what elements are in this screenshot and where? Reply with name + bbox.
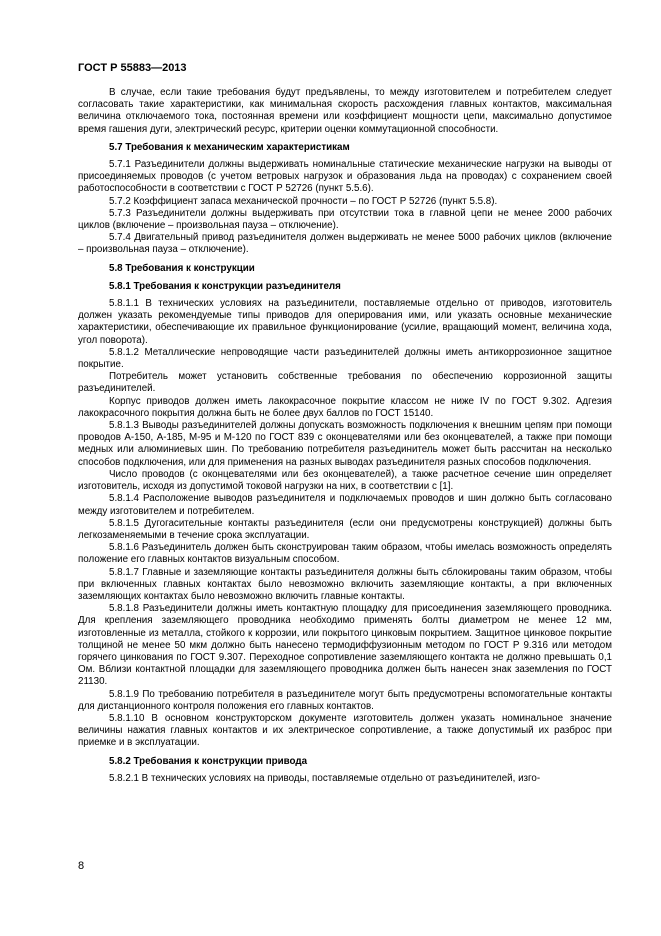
paragraph: Число проводов (с оконцевателями или без оконцевателей), а также расчетное сечение шин определяет изготовитель, исходя из допустимой токовой нагрузки на них, в соответствии с [1]. — [78, 468, 612, 493]
page-number: 8 — [78, 860, 85, 872]
paragraph: 5.7.1 Разъединители должны выдерживать номинальные статические механические нагрузки на выводы от присоединяемых проводов (с учетом ветровых нагрузок и образования льда на проводах) с сохранением своей работоспособности в соответствии с ГОСТ Р 52726 (пункт 5.5.6). — [78, 159, 612, 195]
paragraph: 5.8.1.8 Разъединители должны иметь контактную площадку для присоединения заземляющего проводника. Для крепления заземляющего проводника необходимо применять болты диаметром не менее 12 мм, изготовленные из металла, стойкого к коррозии, или покрытого цинковым покрытием. Защитное цинковое покрытие толщиной не менее 50 мкм должно быть нанесено термодиффузионным методом по ГОСТ Р 9.316 или методом горячего цинкования по ГОСТ 9.307. Переходное сопротивление заземляющего контакта не должно превышать 0,1 Ом. Вблизи контактной площадки для заземляющего проводника должен быть нанесен знак заземления по ГОСТ 21130. — [78, 603, 612, 688]
paragraph: 5.7.2 Коэффициент запаса механической прочности – по ГОСТ Р 52726 (пункт 5.5.8). — [109, 195, 498, 207]
paragraph: Корпус приводов должен иметь лакокрасочное покрытие классом не ниже IV по ГОСТ 9.302. Адгезия лакокрасочного покрытия должна быть не более двух баллов по ГОСТ 15140. — [78, 395, 612, 419]
section-heading: 5.8 Требования к конструкции — [109, 262, 255, 274]
paragraph: 5.7.3 Разъединители должны выдерживать при отсутствии тока в главной цепи не менее 2000 рабочих циклов (включение – произвольная пауза – отключение). — [78, 207, 612, 232]
paragraph: В случае, если такие требования будут предъявлены, то между изготовителем и потребителем следует согласовать такие характеристики, как минимальная скорость расхождения главных контактов, максимальная величина отключаемого тока, постоянная времени или коэффициент мощности цепи, максимально допустимое время гашения дуги, электрический ресурс, критерии оценки коммутационной способности. — [78, 87, 612, 135]
paragraph: 5.8.1.4 Расположение выводов разъединителя и подключаемых проводов и шин должно быть согласовано между изготовителем и потребителем. — [78, 493, 612, 517]
paragraph: 5.7.4 Двигательный привод разъединителя должен выдерживать не менее 5000 рабочих циклов (включение – произвольная пауза – отключение). — [78, 232, 612, 256]
paragraph: 5.8.1.1 В технических условиях на разъединители, поставляемые отдельно от приводов, изготовитель должен указать рекомендуемые типы приводов для оперирования ими, или указать основные механические характеристики, обеспечивающие их правильное функционирование (усилие, вращающий момент, величина хода, угол поворота). — [78, 298, 612, 346]
paragraph: 5.8.1.2 Металлические непроводящие части разъединителей должны иметь антикоррозионное защитное покрытие. — [78, 346, 612, 371]
paragraph: 5.8.1.5 Дугогасительные контакты разъединителя (если они предусмотрены конструкцией) должны быть легкозаменяемыми в течение срока эксплуатации. — [78, 517, 612, 541]
paragraph: 5.8.1.6 Разъединитель должен быть сконструирован таким образом, чтобы имелась возможность определять положение его главных контактов визуальным способом. — [78, 542, 612, 566]
paragraph: Потребитель может установить собственные требования по обеспечению коррозионной защиты разъединителей. — [78, 371, 612, 395]
paragraph: 5.8.1.3 Выводы разъединителей должны допускать возможность подключения к внешним цепям при помощи проводов А-150, А-185, М-95 и М-120 по ГОСТ 839 с оконцевателями или без оконцевателей, а также при помощи медных или алюминиевых шин. По требованию потребителя разъединитель может быть рассчитан на несколько способов подключения, или для применения на разных выводах разъединителя разных способов подключения. — [78, 420, 612, 468]
paragraph: 5.8.2.1 В технических условиях на приводы, поставляемые отдельно от разъединителей, изго- — [109, 772, 541, 784]
document-body — [78, 87, 612, 785]
paragraph: 5.8.1.7 Главные и заземляющие контакты разъединителя должны быть сблокированы таким образом, чтобы при включенных главных контактах было невозможно включить заземляющие контакты, а при включенных заземляющих контактах было невозможно включить главные контакты. — [78, 566, 612, 602]
section-heading: 5.8.2 Требования к конструкции привода — [109, 755, 308, 767]
section-heading: 5.8.1 Требования к конструкции разъединителя — [109, 280, 341, 292]
paragraph: 5.8.1.9 По требованию потребителя в разъединителе могут быть предусмотрены вспомогательные контакты для дистанционного контроля положения его главных контактов. — [78, 688, 612, 712]
document-header: ГОСТ Р 55883—2013 — [78, 62, 187, 74]
paragraph: 5.8.1.10 В основном конструкторском документе изготовитель должен указать номинальное значение величины нажатия главных контактов и их электрическое сопротивление, а также допустимый их разброс при приемке и в эксплуатации. — [78, 712, 612, 749]
section-heading: 5.7 Требования к механическим характеристикам — [109, 141, 350, 153]
